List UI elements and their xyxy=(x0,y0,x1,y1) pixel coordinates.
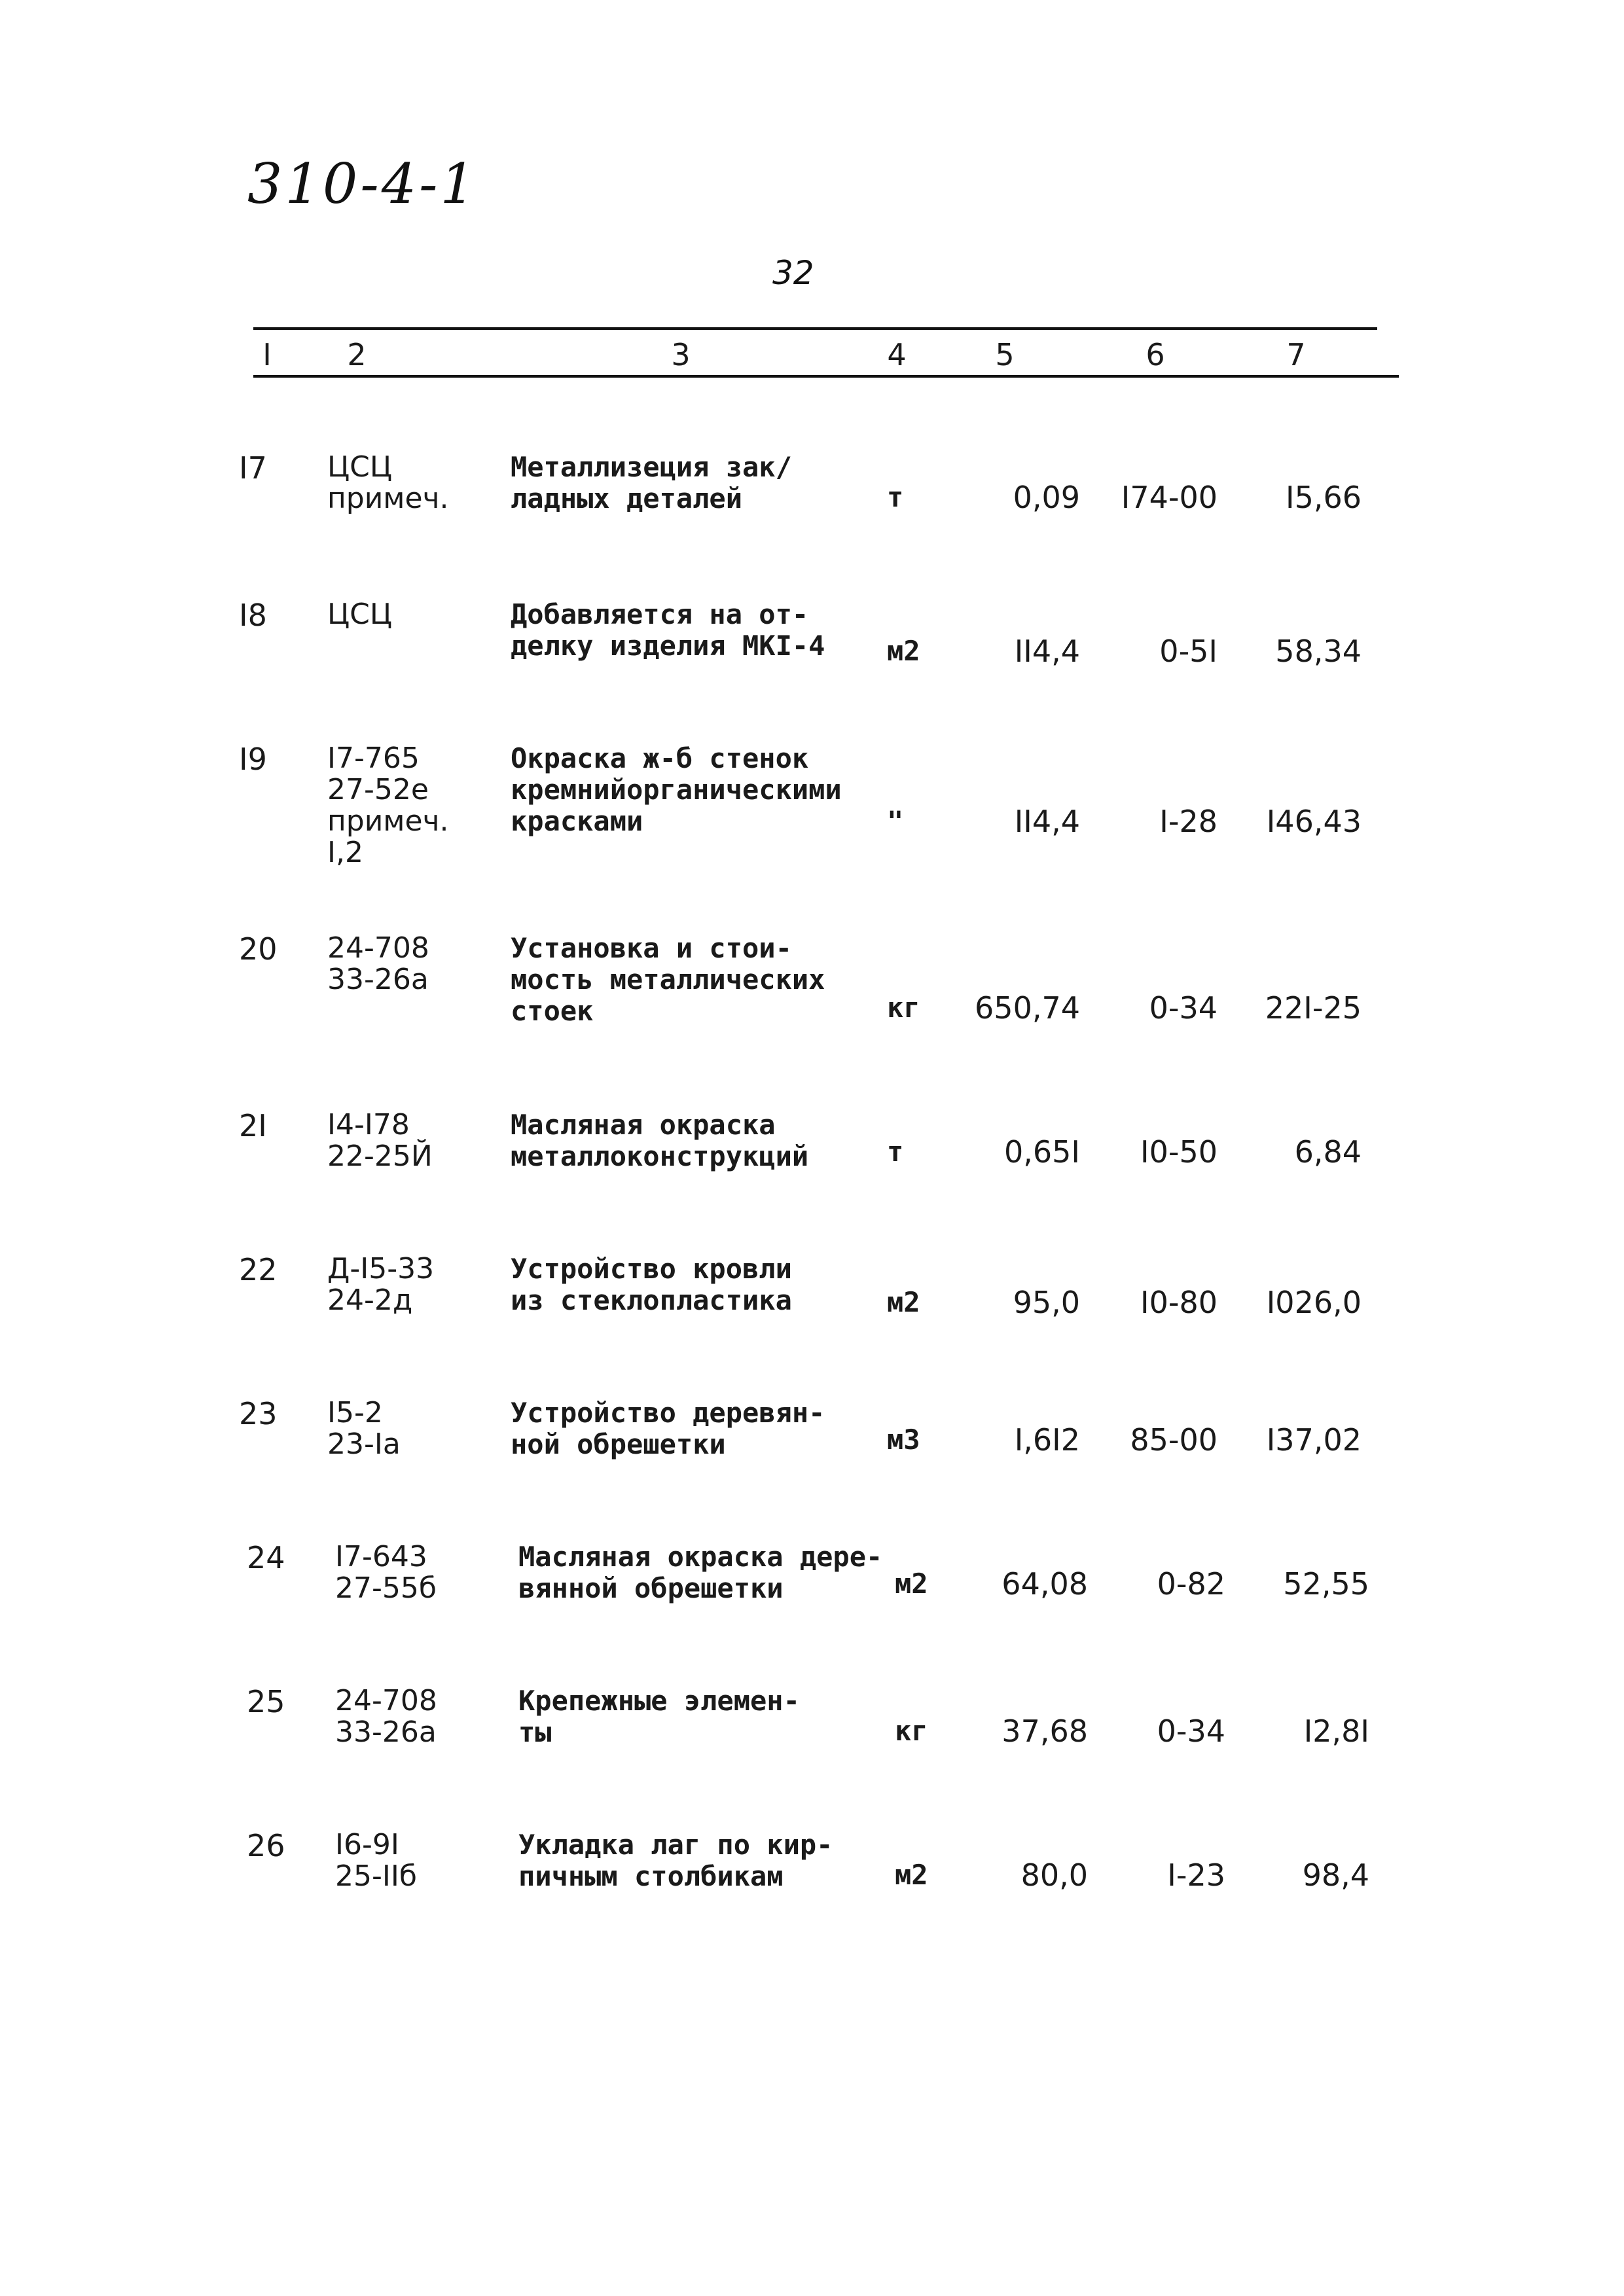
unit-price: 0-82 xyxy=(1157,1566,1225,1602)
norm-code: Д-I5-33 24-2д xyxy=(327,1252,435,1317)
work-description: Установка и стои- мость металлических стоек xyxy=(511,932,825,1027)
work-description: Устройство деревян- ной обрешетки xyxy=(511,1397,825,1460)
norm-code: 24-708 33-26а xyxy=(327,931,429,996)
unit-price: I0-50 xyxy=(1140,1134,1218,1170)
norm-code: ЦСЦ примеч. xyxy=(327,450,449,515)
work-description: Масляная окраска металлоконструкций xyxy=(511,1109,809,1172)
unit-of-measure: м2 xyxy=(887,635,920,667)
quantity: 650,74 xyxy=(975,990,1080,1026)
unit-price: I74-00 xyxy=(1121,480,1218,515)
unit-price: I-23 xyxy=(1167,1857,1225,1893)
row-number: 23 xyxy=(239,1396,278,1431)
document-code: 310-4-1 xyxy=(247,152,478,216)
unit-of-measure: " xyxy=(887,805,904,837)
unit-of-measure: м3 xyxy=(887,1424,920,1456)
total-cost: I5,66 xyxy=(1286,480,1362,515)
quantity: 0,09 xyxy=(1013,480,1080,515)
page-number: 32 xyxy=(772,254,814,292)
unit-of-measure: кг xyxy=(887,992,920,1024)
column-header-3: 3 xyxy=(671,337,691,372)
column-header-7: 7 xyxy=(1286,337,1306,372)
unit-of-measure: т xyxy=(887,1136,904,1168)
total-cost: I46,43 xyxy=(1266,804,1362,839)
column-header-4: 4 xyxy=(887,337,907,372)
work-description: Добавляется на от- делку изделия МКI-4 xyxy=(511,598,825,662)
row-number: 26 xyxy=(247,1828,285,1863)
column-header-2: 2 xyxy=(347,337,367,372)
unit-price: I0-80 xyxy=(1140,1285,1218,1320)
column-header-5: 5 xyxy=(995,337,1015,372)
work-description: Масляная окраска дере- вянной обрешетки xyxy=(518,1541,883,1604)
total-cost: 58,34 xyxy=(1275,634,1362,669)
unit-of-measure: м2 xyxy=(887,1286,920,1318)
table-top-rule xyxy=(253,327,1377,330)
work-description: Укладка лаг по кир- пичным столбикам xyxy=(518,1829,833,1892)
total-cost: 6,84 xyxy=(1294,1134,1362,1170)
norm-code: 24-708 33-26а xyxy=(335,1684,437,1749)
work-description: Устройство кровли из стеклопластика xyxy=(511,1253,792,1316)
row-number: I7 xyxy=(239,450,267,486)
total-cost: 52,55 xyxy=(1283,1566,1369,1602)
row-number: 2I xyxy=(239,1108,267,1143)
total-cost: I026,0 xyxy=(1266,1285,1362,1320)
norm-code: I7-643 27-55б xyxy=(335,1540,437,1605)
work-description: Крепежные элемен- ты xyxy=(518,1685,800,1748)
unit-price: 0-5I xyxy=(1159,634,1218,669)
row-number: 22 xyxy=(239,1252,278,1287)
unit-of-measure: кг xyxy=(895,1715,928,1747)
row-number: I9 xyxy=(239,742,267,777)
quantity: II4,4 xyxy=(1014,804,1080,839)
unit-price: 85-00 xyxy=(1130,1422,1218,1458)
norm-code: I7-765 27-52е примеч. I,2 xyxy=(327,742,449,869)
total-cost: I37,02 xyxy=(1266,1422,1362,1458)
norm-code: I5-2 23-Iа xyxy=(327,1396,401,1461)
norm-code: ЦСЦ xyxy=(327,598,393,631)
row-number: 25 xyxy=(247,1684,285,1719)
quantity: 64,08 xyxy=(1001,1566,1088,1602)
quantity: I,6I2 xyxy=(1014,1422,1080,1458)
unit-price: 0-34 xyxy=(1149,990,1218,1026)
row-number: I8 xyxy=(239,598,267,633)
table-header-rule xyxy=(253,375,1399,378)
work-description: Металлизеция зак/ ладных деталей xyxy=(511,451,792,514)
norm-code: I4-I78 22-25Й xyxy=(327,1108,433,1173)
norm-code: I6-9I 25-IIб xyxy=(335,1828,417,1893)
unit-price: I-28 xyxy=(1159,804,1218,839)
unit-of-measure: м2 xyxy=(895,1859,928,1891)
column-header-1: I xyxy=(262,337,272,372)
total-cost: 98,4 xyxy=(1302,1857,1369,1893)
column-header-6: 6 xyxy=(1146,337,1165,372)
row-number: 24 xyxy=(247,1540,285,1575)
work-description: Окраска ж-б стенок кремнийорганическими красками xyxy=(511,742,842,837)
total-cost: 22I-25 xyxy=(1265,990,1362,1026)
quantity: 95,0 xyxy=(1013,1285,1080,1320)
quantity: 80,0 xyxy=(1020,1857,1088,1893)
row-number: 20 xyxy=(239,931,278,967)
unit-price: 0-34 xyxy=(1157,1713,1225,1749)
quantity: II4,4 xyxy=(1014,634,1080,669)
quantity: 0,65I xyxy=(1004,1134,1080,1170)
unit-of-measure: т xyxy=(887,481,904,513)
quantity: 37,68 xyxy=(1001,1713,1088,1749)
total-cost: I2,8I xyxy=(1303,1713,1369,1749)
unit-of-measure: м2 xyxy=(895,1568,928,1600)
